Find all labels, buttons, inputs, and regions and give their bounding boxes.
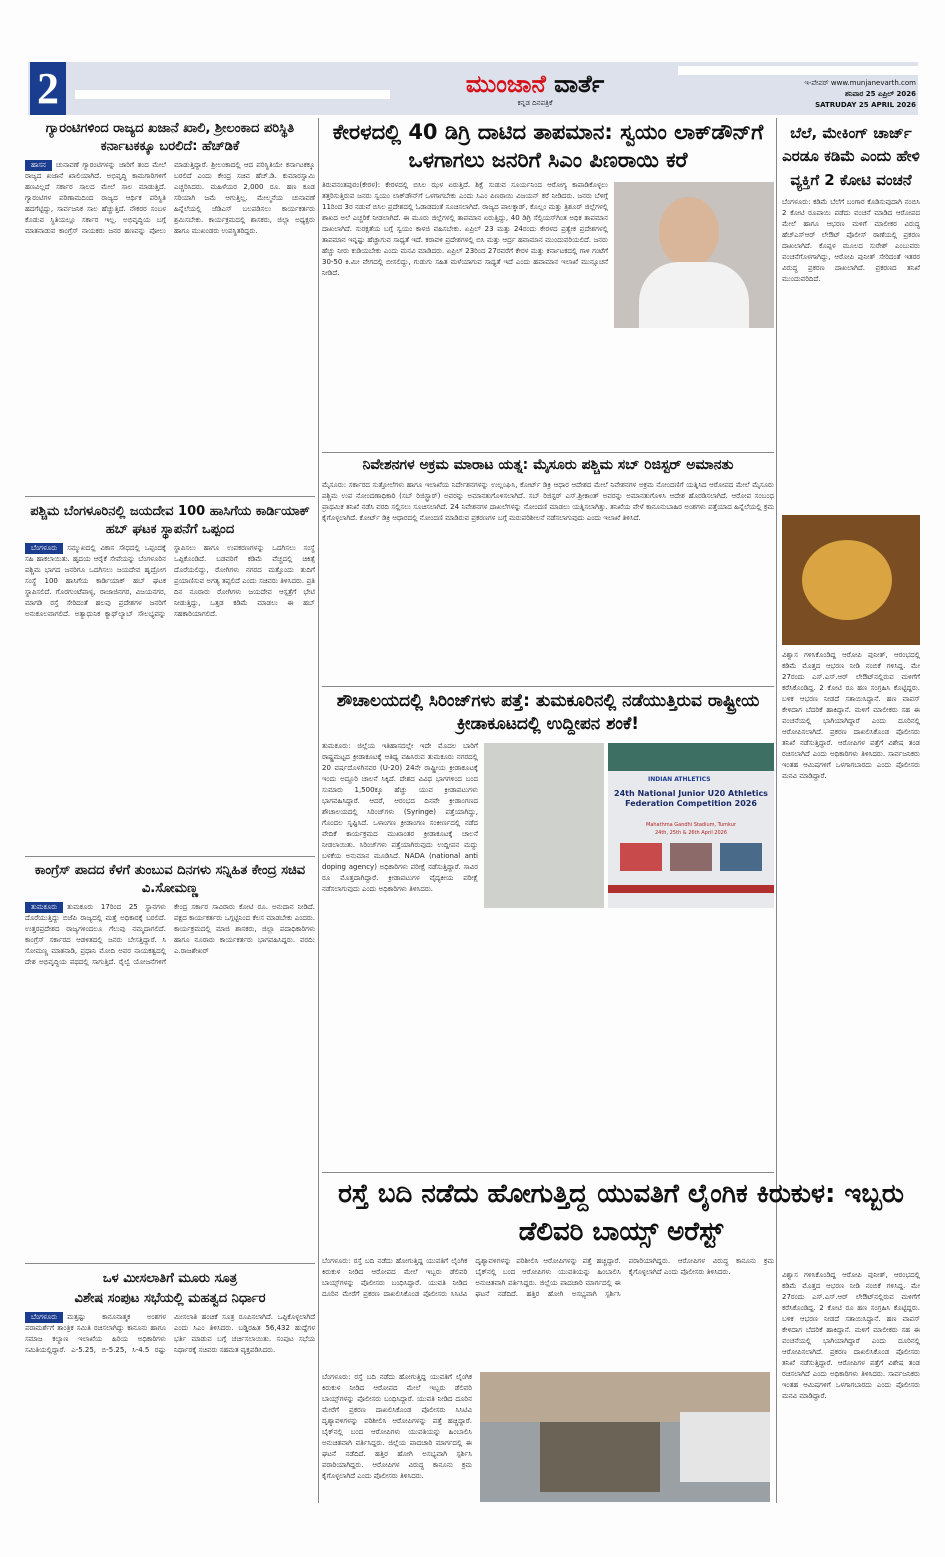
tagline: ಕನ್ನಡ ದಿನಪತ್ರಿಕೆ xyxy=(517,99,553,107)
photo-jewellery xyxy=(802,540,892,620)
article-jayadeva-block xyxy=(25,503,315,851)
divider xyxy=(25,856,315,857)
column-divider xyxy=(318,118,319,1503)
photo-face xyxy=(659,197,719,267)
article-body: ಚುನಾವಣೆ ಗ್ಯಾರಂಟಿಗಳನ್ನು ಜಾರಿಗೆ ತಂದ ಮೇಲೆ ರಾಜ್ಯದ ಖಜಾನೆ ಖಾಲಿಯಾಗಿದೆ. ಅಭಿವೃದ್ಧಿ ಕಾಮಗಾರಿಗಳಿಗೆ ಹಣವಿಲ್ಲದೆ ಸರ್ಕಾರ ಸಾಲದ ಮೇಲೆ ಸಾಲ ಮಾಡುತ್ತಿದೆ. ಗ್ಯಾರಂಟಿಗಳ ಪರಿಣಾಮದಿಂದ ರಾಜ್ಯದ ಆರ್ಥಿಕ ಪರಿಸ್ಥಿತಿ ಹದಗೆಟ್ಟಿದ್ದು, ಸಾರ್ವಜನಿಕ ಸಾಲ ಹೆಚ್ಚುತ್ತಿದೆ. ನೌಕರರ ಸಂಬಳ ಕೊಡುವ ಸ್ಥಿತಿಯಲ್ಲೂ ಸರ್ಕಾರ ಇಲ್ಲ. ಅಭಿವೃದ್ಧಿಯ ಬಗ್ಗೆ ಮಾತನಾಡುವ ಕಾಂಗ್ರೆಸ್ ನಾಯಕರು ಜನರ ಹಣವನ್ನು ಪೋಲು ಮಾಡುತ್ತಿದ್ದಾರೆ. ಶ್ರೀಲಂಕಾದಲ್ಲಿ ಆದ ಪರಿಸ್ಥಿತಿಯೇ ಕರ್ನಾಟಕಕ್ಕೂ ಬರಲಿದೆ ಎಂದು ಕೇಂದ್ರ ಸಚಿವ ಹೆಚ್.ಡಿ. ಕುಮಾರಸ್ವಾಮಿ ಎಚ್ಚರಿಸಿದರು. ಮಹಿಳೆಯರ 2,000 ರೂ. ಹಣ ಕೂಡ ಸರಿಯಾಗಿ ಜಮೆ ಆಗುತ್ತಿಲ್ಲ. ಮೇಲ್ಮನೆಯ ಚುನಾವಣೆ ಹಿನ್ನೆಲೆಯಲ್ಲಿ ಜೆಡಿಎಸ್ ಬಲಪಡಿಸಲು ಕಾರ್ಯಕರ್ತರು ಶ್ರಮಿಸಬೇಕು. ಕಾರ್ಯಕ್ರಮದಲ್ಲಿ ಶಾಸಕರು, ಜಿಲ್ಲಾ ಅಧ್ಯಕ್ಷರು ಹಾಗೂ ಮುಖಂಡರು ಉಪಸ್ಥಿತರಿದ್ದರು. xyxy=(25,161,315,236)
photo-athletics-banner xyxy=(608,743,774,908)
logo-black: ವಾರ್ತೆ xyxy=(554,70,605,98)
banner-venue-text: Mahathma Gandhi Stadium, Tumkur xyxy=(646,821,736,828)
banner-org: INDIAN ATHLETICS xyxy=(648,775,711,783)
dateline-badge: ಬೆಂಗಳೂರು xyxy=(25,1312,63,1323)
article-reservation xyxy=(25,1312,315,1502)
headline-guarantees: ಗ್ಯಾರಂಟಿಗಳಿಂದ ರಾಜ್ಯದ ಖಜಾನೆ ಖಾಲಿ, ಶ್ರೀಲಂಕಾದ ಪರಿಸ್ಥಿತಿ ಕರ್ನಾಟಕಕ್ಕೂ ಬರಲಿದೆ: ಹೆಚ್‌ಡಿಕೆ xyxy=(45,121,295,154)
article-body: ವಿಶ್ವಾಸ ಗಳಿಸಿಕೊಂಡಿದ್ದ ಆರೋಪಿ ಪುನೀತ್, ಆರಂಭದಲ್ಲಿ ಕಡಿಮೆ ಮೊತ್ತದ ಆಭರಣ ನೀಡಿ ನಂಬಿಕೆ ಗಳಿಸಿದ್ದ. ಮೇ 27ರಂದು ಎಸ್.ಎಸ್.ಆರ್ ಲೇಔಟ್‌ನಲ್ಲಿರುವ ಮಳಿಗೆಗೆ ಕರೆಸಿಕೊಂಡಿದ್ದ. 2 ಕೋಟಿ ರೂ ಹಣ ಸಂಗ್ರಹಿಸಿ ಕೊಟ್ಟಿದ್ದರು. ಬಳಿಕ ಆಭರಣ ನೀಡದೆ ಸತಾಯಿಸಿದ್ದಾನೆ. ಹಣ ವಾಪಸ್ ಕೇಳಿದಾಗ ಬೆದರಿಕೆ ಹಾಕಿದ್ದಾನೆ. ಮಳಿಗೆ ಮಾಲೀಕರು ಸಹ ಈ ವಂಚನೆಯಲ್ಲಿ ಭಾಗಿಯಾಗಿದ್ದಾರೆ ಎಂದು ದೂರಿನಲ್ಲಿ ಆರೋಪಿಸಲಾಗಿದೆ. ಪ್ರಕರಣ ದಾಖಲಿಸಿಕೊಂಡ ಪೊಲೀಸರು ತನಿಖೆ ನಡೆಸುತ್ತಿದ್ದಾರೆ. ಆರೋಪಿಗಳ ಪತ್ತೆಗೆ ವಿಶೇಷ ತಂಡ ರಚಿಸಲಾಗಿದೆ ಎಂದು ಅಧಿಕಾರಿಗಳು ತಿಳಿಸಿದರು. ಸಾರ್ವಜನಿಕರು ಇಂತಹ ಆಮಿಷಗಳಿಗೆ ಒಳಗಾಗಬಾರದು ಎಂದು ಪೊಲೀಸರು ಮನವಿ ಮಾಡಿದ್ದಾರೆ. xyxy=(782,651,920,780)
article-somanna xyxy=(25,902,315,1258)
article-jayadeva xyxy=(25,543,315,851)
page-number: 2 xyxy=(30,62,66,115)
article-kerala-heat-block xyxy=(322,118,774,448)
headline-somanna: ಕಾಂಗ್ರೆಸ್ ಪಾದದ ಕೆಳಗೆ ತುಂಬುವ ದಿನಗಳು ಸನ್ನಿಹಿತ ಕೇಂದ್ರ ಸಚಿವ ವಿ.ಸೋಮಣ್ಣ xyxy=(34,863,306,896)
headline-gold-fraud: ಬೆಲೆ, ಮೇಕಿಂಗ್ ಚಾರ್ಜ್ ಎರಡೂ ಕಡಿಮೆ ಎಂದು ಹೇಳಿ ವ್ಯಕ್ತಿಗೆ 2 ಕೋಟಿ ವಂಚನೆ xyxy=(782,124,920,189)
article-guarantees xyxy=(25,160,315,492)
date-english: SATRUDAY 25 APRIL 2026 xyxy=(815,101,916,109)
headline-reservation: ಒಳ ಮೀಸಲಾತಿಗೆ ಮೂರು ಸೂತ್ರ xyxy=(102,1271,238,1286)
article-body: ತುಮಕೂರು 17ರಿಂದ 25 ಸ್ಥಾನಗಳು ದೊರೆಯುತ್ತಿದ್ದು ಬಿಜೆಪಿ ರಾಜ್ಯದಲ್ಲಿ ಮತ್ತೆ ಅಧಿಕಾರಕ್ಕೆ ಬರಲಿದೆ. ಉತ್ತರಪ್ರದೇಶದ ರಾಜ್ಯಗಳಿಂದಲೂ ಗೆಲುವು ನಮ್ಮದಾಗಲಿದೆ. ಕಾಂಗ್ರೆಸ್ ಸರ್ಕಾರದ ಆಡಳಿತದಲ್ಲಿ ಜನರು ಬೇಸತ್ತಿದ್ದಾರೆ. ಸಿ ಸೋಮಣ್ಣ ಮಾತನಾಡಿ, ಪ್ರಧಾನಿ ಮೋದಿ ಅವರ ನಾಯಕತ್ವದಲ್ಲಿ ದೇಶ ಅಭಿವೃದ್ಧಿಯ ಪಥದಲ್ಲಿ ಸಾಗುತ್ತಿದೆ. ರೈಲ್ವೆ ಯೋಜನೆಗಳಿಗೆ ಕೇಂದ್ರ ಸರ್ಕಾರ ಸಾವಿರಾರು ಕೋಟಿ ರೂ. ಅನುದಾನ ನೀಡಿದೆ. ಪಕ್ಷದ ಕಾರ್ಯಕರ್ತರು ಒಗ್ಗಟ್ಟಿನಿಂದ ಕೆಲಸ ಮಾಡಬೇಕು ಎಂದರು. ಕಾರ್ಯಕ್ರಮದಲ್ಲಿ ಮಾಜಿ ಶಾಸಕರು, ಜಿಲ್ಲಾ ಪದಾಧಿಕಾರಿಗಳು ಹಾಗೂ ನೂರಾರು ಕಾರ್ಯಕರ್ತರು ಭಾಗವಹಿಸಿದ್ದರು. ವರದಿ: ಎ.ರಾಜಶೇಖರ್ xyxy=(25,903,315,967)
headline-kerala-heat: ಕೇರಳದಲ್ಲಿ 40 ಡಿಗ್ರಿ ದಾಟಿದ ತಾಪಮಾನ: ಸ್ವಯಂ ಲಾಕ್‌ಡೌನ್‌ಗೆ ಒಳಗಾಗಲು ಜನರಿಗೆ ಸಿಎಂ ಪಿಣರಾಯಿ ಕರೆ xyxy=(332,120,764,173)
article-body: ಮೈಸೂರು: ಸರ್ಕಾರದ ಸುತ್ತೋಲೆಗಳು ಹಾಗೂ ಇಲಾಖೆಯ ನಿರ್ದೇಶನಗಳನ್ನು ಉಲ್ಲಂಘಿಸಿ, ಕೋರ್ಟ್ ಡಿಕ್ರಿ ಆಧಾರ ಆದೇಶದ ಮೇಲೆ ನಿವೇಶನಗಳ ಅಕ್ರಮ ನೋಂದಣಿಗೆ ಯತ್ನಿಸಿದ ಆರೋಪದ ಮೇಲೆ ಮೈಸೂರು ಪಶ್ಚಿಮ ಉಪ ನೋಂದಣಾಧಿಕಾರಿ (ಸಬ್ ರಿಜಿಸ್ಟ್ರಾರ್) ಅವರನ್ನು ಅಮಾನತುಗೊಳಿಸಲಾಗಿದೆ. ಸಬ್ ರಿಜಿಸ್ಟರ್ ಎಸ್.ಶ್ರೀಕಾಂತ್ ಅವರನ್ನು ಅಮಾನತುಗೊಳಿಸಿ ಆದೇಶ ಹೊರಡಿಸಲಾಗಿದೆ. ಆರೋಪ ಸಂಬಂಧ ಪ್ರಾಥಮಿಕ ತನಿಖೆ ನಡೆಸಿ ವರದಿ ಸಲ್ಲಿಸಲು ಸೂಚಿಸಲಾಗಿದೆ. 24 ನಿವೇಶನಗಳ ದಾಖಲೆಗಳನ್ನು ನೋಂದಣಿ ಮಾಡಲು ಯತ್ನಿಸಲಾಗಿತ್ತು. ತನಿಖೆಯ ವೇಳೆ ಕಾನೂನುಬಾಹಿರ ಅಂಶಗಳು ಪತ್ತೆಯಾದ ಹಿನ್ನೆಲೆಯಲ್ಲಿ ಕ್ರಮ ಕೈಗೊಳ್ಳಲಾಗಿದೆ. ಕೋರ್ಟ್ ಡಿಕ್ರಿ ಆಧಾರದಲ್ಲಿ ನೋಂದಣಿ ಮಾಡಿರುವ ಪ್ರಕರಣಗಳ ಬಗ್ಗೆ ಮರುಪರಿಶೀಲನೆ ನಡೆಸಲಾಗುವುದು ಎಂದು ಇಲಾಖೆ ತಿಳಿಸಿದೆ. xyxy=(322,480,774,522)
article-body: ಮತ್ತಷ್ಟು ಕಾನೂನಾತ್ಮಕ ಅಂಶಗಳ ಪರಾಮರ್ಶೆಗೆ ತಾಂತ್ರಿಕ ಸಮಿತಿ ರಚಿಸಲಾಗಿದ್ದು ಕಾನೂನು ಹಾಗೂ ಸಮಾಜ ಕಲ್ಯಾಣ ಇಲಾಖೆಯ ಹಿರಿಯ ಅಧಿಕಾರಿಗಳು ಸಮಿತಿಯಲ್ಲಿದ್ದಾರೆ. ಎ-5.25, ಬಿ-5.25, ಸಿ-4.5 ರಷ್ಟು ಮೀಸಲಾತಿ ಹಂಚಿಕೆ ಸೂತ್ರ ರೂಪಿಸಲಾಗಿದೆ. ಒಪ್ಪಿಕೊಳ್ಳಲಾಗಿದೆ ಎಂದು ಸಿಎಂ ತಿಳಿಸಿದರು. ಬಡ್ಡಿರಹಿತ 56,432 ಹುದ್ದೆಗಳ ಭರ್ತಿ ಮಾಡುವ ಬಗ್ಗೆ ಚರ್ಚಿಸಲಾಯಿತು. ಸಂಪುಟ ಸಭೆಯ ನಿರ್ಧಾರಕ್ಕೆ ಸಚಿವರು ಸಹಮತ ವ್ಯಕ್ತಪಡಿಸಿದರು. xyxy=(25,1313,315,1355)
headline-harassment: ರಸ್ತೆ ಬದಿ ನಡೆದು ಹೋಗುತ್ತಿದ್ದ ಯುವತಿಗೆ ಲೈಂಗಿಕ ಕಿರುಕುಳ: ಇಬ್ಬರು ಡೆಲಿವರಿ ಬಾಯ್ಸ್ ಅರೆಸ್ಟ್ xyxy=(338,1179,904,1247)
article-body: ಬೆಂಗಳೂರು: ರಸ್ತೆ ಬದಿ ನಡೆದು ಹೋಗುತ್ತಿದ್ದ ಯುವತಿಗೆ ಲೈಂಗಿಕ ಕಿರುಕುಳ ನೀಡಿದ ಆರೋಪದ ಮೇಲೆ ಇಬ್ಬರು ಡೆಲಿವರಿ ಬಾಯ್ಸ್‌ಗಳನ್ನು ಪೊಲೀಸರು ಬಂಧಿಸಿದ್ದಾರೆ. ಯುವತಿ ನೀಡಿದ ದೂರಿನ ಮೇರೆಗೆ ಪ್ರಕರಣ ದಾಖಲಿಸಿಕೊಂಡ ಪೊಲೀಸರು ಸಿಸಿಟಿವಿ ದೃಶ್ಯಾವಳಿಗಳನ್ನು ಪರಿಶೀಲಿಸಿ ಆರೋಪಿಗಳನ್ನು ಪತ್ತೆ ಹಚ್ಚಿದ್ದಾರೆ. ಬೈಕ್‌ನಲ್ಲಿ ಬಂದ ಆರೋಪಿಗಳು ಯುವತಿಯನ್ನು ಹಿಂಬಾಲಿಸಿ ಅನುಚಿತವಾಗಿ ವರ್ತಿಸಿದ್ದರು. ಜಿಲ್ಲೆಯ ಪಾದಚಾರಿ ಮಾರ್ಗದಲ್ಲಿ ಈ ಘಟನೆ ನಡೆದಿದೆ. ಹತ್ತಿರ ಹೋಗಿ ಅಸಭ್ಯವಾಗಿ ಸ್ಪರ್ಶಿಸಿ ಪರಾರಿಯಾಗಿದ್ದರು. ಆರೋಪಿಗಳ ವಿರುದ್ಧ ಕಾನೂನು ಕ್ರಮ ಕೈಗೊಳ್ಳಲಾಗಿದೆ ಎಂದು ಪೊಲೀಸರು ತಿಳಿಸಿದರು. xyxy=(322,1257,774,1299)
headline-jayadeva: ಪಶ್ಚಿಮ ಬೆಂಗಳೂರಿನಲ್ಲಿ ಜಯದೇವ 100 ಹಾಸಿಗೆಯ ಕಾರ್ಡಿಯಾಕ್ ಹಬ್ ಘಟಕ ಸ್ಥಾಪನೆಗೆ ಒಪ್ಪಂದ xyxy=(30,504,310,537)
logo-red: ಮುಂಜಾನೆ xyxy=(465,70,546,98)
article-body: ತುಮಕೂರು: ಜಿಲ್ಲೆಯ ಇತಿಹಾಸದಲ್ಲೇ ಇದೇ ಮೊದಲ ಬಾರಿಗೆ ರಾಷ್ಟ್ರಮಟ್ಟದ ಕ್ರೀಡಾಕೂಟಕ್ಕೆ ಆತಿಥ್ಯ ವಹಿಸಿರುವ ತುಮಕೂರು ನಗರದಲ್ಲಿ 20 ವರ್ಷದೊಳಗಿನವರ (U-20) 24ನೇ ರಾಷ್ಟ್ರೀಯ ಕ್ರೀಡಾಕೂಟಕ್ಕೆ ಇಂದು ಅದ್ದೂರಿ ಚಾಲನೆ ಸಿಕ್ಕಿದೆ. ದೇಶದ ವಿವಿಧ ಭಾಗಗಳಿಂದ ಬಂದ ಸುಮಾರು 1,500ಕ್ಕೂ ಹೆಚ್ಚು ಯುವ ಕ್ರೀಡಾಪಟುಗಳು ಭಾಗವಹಿಸಿದ್ದಾರೆ. ಆದರೆ, ಆರಂಭದ ದಿನವೇ ಕ್ರೀಡಾಂಗಣದ ಶೌಚಾಲಯದಲ್ಲಿ ಸಿರಿಂಜ್‌ಗಳು (Syringe) ಪತ್ತೆಯಾಗಿದ್ದು, ಗೊಂದಲ ಸೃಷ್ಟಿಸಿದೆ. ಒಳಾಂಗಣ ಕ್ರೀಡಾಂಗಣ ಸಂಕೀರ್ಣದಲ್ಲಿ ನಡೆದ ವೇದಿಕೆ ಕಾರ್ಯಕ್ರಮದ ಮುಖಾಂತರ ಕ್ರೀಡಾಕೂಟಕ್ಕೆ ಚಾಲನೆ ನೀಡಲಾಯಿತು. ಸಿರಿಂಜ್‌ಗಳು ಪತ್ತೆಯಾಗಿರುವುದು ಉದ್ದೀಪನ ಮದ್ದು ಬಳಕೆಯ ಅನುಮಾನ ಮೂಡಿಸಿದೆ. NADA (national anti doping agency) ಅಧಿಕಾರಿಗಳು ಪರೀಕ್ಷೆ ನಡೆಸುತ್ತಿದ್ದಾರೆ. ಸಾವಿರ ರೂ ಮೊತ್ತದಾಗಿದ್ದಾರೆ. ಕ್ರೀಡಾಪಟುಗಳ ವೈದ್ಯಕೀಯ ಪರೀಕ್ಷೆ ನಡೆಸಲಾಗುವುದು ಎಂದು ಅಧಿಕಾರಿಗಳು ತಿಳಿಸಿದರು. xyxy=(322,741,478,893)
photo-shirt xyxy=(639,262,749,328)
article-guarantees-block xyxy=(25,120,315,492)
article-syringes xyxy=(322,741,774,1168)
article-gold-fraud-cont xyxy=(782,650,920,1150)
article-body: ತಿರುವನಂತಪುರಂ(ಕೇರಳ): ಕೇರಳದಲ್ಲಿ ಬಿಸಿಲ ಝಳ ಏರುತ್ತಿದೆ. ಶಿಕ್ಷೆ ಸುಡುವ ಸೂರ್ಯನಿಂದ ಆರೋಗ್ಯ ಕಾಪಾಡಿಕೊಳ್ಳಲು ತತ್ತರಿಸುತ್ತಿರುವ ಜನರು ಸ್ವಯಂ ಲಾಕ್‌ಡೌನ್‌ಗೆ ಒಳಗಾಗಬೇಕು ಎಂದು ಸಿಎಂ ಪಿಣರಾಯಿ ವಿಜಯನ್ ಕರೆ ನೀಡಿದರು. ಜನರು ಬೆಳಿಗ್ಗೆ 11ರಿಂದ 3ರ ನಡುವೆ ಬಿಸಿಲ ಪ್ರದೇಶದಲ್ಲಿ ಓಡಾಡದಂತೆ ಸೂಚಿಸಲಾಗಿದೆ. ರಾಜ್ಯದ ಪಾಲಕ್ಕಾಡ್, ಕೊಲ್ಲಂ ಮತ್ತು ತ್ರಿಶೂರ್ ಜಿಲ್ಲೆಗಳಲ್ಲಿ ಶಾಖದ ಅಲೆ ಎಚ್ಚರಿಕೆ ನೀಡಲಾಗಿದೆ. ಈ ಮೂರು ಜಿಲ್ಲೆಗಳಲ್ಲಿ ತಾಪಮಾನ ಏರುತ್ತಿದ್ದು, 40 ಡಿಗ್ರಿ ಸೆಲ್ಸಿಯಸ್‌ಗಿಂತ ಅಧಿಕ ತಾಪಮಾನ ದಾಖಲಾಗಿದೆ. ಸುರಕ್ಷತೆಯ ಬಗ್ಗೆ ಸ್ವಯಂ ಕಾಳಜಿ ವಹಿಸಬೇಕು. ಏಪ್ರಿಲ್ 23 ಮತ್ತು 24ರಂದು ಕೇರಳದ ಪ್ರತ್ಯೇಕ ಪ್ರದೇಶಗಳಲ್ಲಿ ತಾಪಮಾನ ಇನ್ನಷ್ಟು ಹೆಚ್ಚಾಗುವ ಸಾಧ್ಯತೆ ಇದೆ. ಕರಾವಳಿ ಪ್ರದೇಶಗಳಲ್ಲಿ ಬಿಸಿ ಮತ್ತು ಆರ್ದ್ರ ಹವಾಮಾನ ಮುಂದುವರಿಯಲಿದೆ. ಜನರು ಹೆಚ್ಚು ನೀರು ಕುಡಿಯಬೇಕು ಎಂದು ಮನವಿ ಮಾಡಿದರು. ಏಪ್ರಿಲ್ 23ರಿಂದ 27ರವರೆಗೆ ಕೇರಳ ಮತ್ತು ಕರ್ನಾಟಕದಲ್ಲಿ ಗಾಳಿ ಗಂಟೆಗೆ 30-50 ಕಿ.ಮೀ ವೇಗದಲ್ಲಿ ಬೀಸಲಿದ್ದು, ಗುಡುಗು ಸಹಿತ ಮಳೆಯಾಗುವ ಸಾಧ್ಯತೆ ಇದೆ ಎಂದು ಹವಾಮಾನ ಇಲಾಖೆ ಮುನ್ಸೂಚನೆ ನೀಡಿದೆ. xyxy=(322,180,608,277)
banner-venue xyxy=(608,821,774,837)
masthead-meta xyxy=(700,78,916,111)
photo-people xyxy=(540,1422,660,1492)
divider xyxy=(322,686,774,687)
article-syringes-block xyxy=(322,690,774,1168)
article-gold-fraud-block xyxy=(782,122,920,510)
article-body: ವಿಶ್ವಾಸ ಗಳಿಸಿಕೊಂಡಿದ್ದ ಆರೋಪಿ ಪುನೀತ್, ಆರಂಭದಲ್ಲಿ ಕಡಿಮೆ ಮೊತ್ತದ ಆಭರಣ ನೀಡಿ ನಂಬಿಕೆ ಗಳಿಸಿದ್ದ. ಮೇ 27ರಂದು ಎಸ್.ಎಸ್.ಆರ್ ಲೇಔಟ್‌ನಲ್ಲಿರುವ ಮಳಿಗೆಗೆ ಕರೆಸಿಕೊಂಡಿದ್ದ. 2 ಕೋಟಿ ರೂ ಹಣ ಸಂಗ್ರಹಿಸಿ ಕೊಟ್ಟಿದ್ದರು. ಬಳಿಕ ಆಭರಣ ನೀಡದೆ ಸತಾಯಿಸಿದ್ದಾನೆ. ಹಣ ವಾಪಸ್ ಕೇಳಿದಾಗ ಬೆದರಿಕೆ ಹಾಕಿದ್ದಾನೆ. ಮಳಿಗೆ ಮಾಲೀಕರು ಸಹ ಈ ವಂಚನೆಯಲ್ಲಿ ಭಾಗಿಯಾಗಿದ್ದಾರೆ ಎಂದು ದೂರಿನಲ್ಲಿ ಆರೋಪಿಸಲಾಗಿದೆ. ಪ್ರಕರಣ ದಾಖಲಿಸಿಕೊಂಡ ಪೊಲೀಸರು ತನಿಖೆ ನಡೆಸುತ್ತಿದ್ದಾರೆ. ಆರೋಪಿಗಳ ಪತ್ತೆಗೆ ವಿಶೇಷ ತಂಡ ರಚಿಸಲಾಗಿದೆ ಎಂದು ಅಧಿಕಾರಿಗಳು ತಿಳಿಸಿದರು. ಸಾರ್ವಜನಿಕರು ಇಂತಹ ಆಮಿಷಗಳಿಗೆ ಒಳಗಾಗಬಾರದು ಎಂದು ಪೊಲೀಸರು ಮನವಿ ಮಾಡಿದ್ದಾರೆ. xyxy=(782,1271,920,1400)
photo-police-scene xyxy=(480,1372,770,1502)
article-reservation-block xyxy=(25,1270,315,1502)
dateline-badge: ಬೆಂಗಳೂರು xyxy=(25,543,63,554)
divider xyxy=(25,1263,315,1264)
photo-toilet-syringe xyxy=(484,743,604,908)
headline-syringes: ಶೌಚಾಲಯದಲ್ಲಿ ಸಿರಿಂಜ್‌ಗಳು ಪತ್ತೆ: ತುಮಕೂರಿನಲ್ಲಿ ನಡೆಯುತ್ತಿರುವ ರಾಷ್ಟ್ರೀಯ ಕ್ರೀಡಾಕೂಟದಲ್ಲಿ ಉದ್ದೀಪನ ಶಂಕೆ! xyxy=(336,691,760,734)
banner-photo xyxy=(720,843,762,871)
article-body: ಬೆಂಗಳೂರು: ರಸ್ತೆ ಬದಿ ನಡೆದು ಹೋಗುತ್ತಿದ್ದ ಯುವತಿಗೆ ಲೈಂಗಿಕ ಕಿರುಕುಳ ನೀಡಿದ ಆರೋಪದ ಮೇಲೆ ಇಬ್ಬರು ಡೆಲಿವರಿ ಬಾಯ್ಸ್‌ಗಳನ್ನು ಪೊಲೀಸರು ಬಂಧಿಸಿದ್ದಾರೆ. ಯುವತಿ ನೀಡಿದ ದೂರಿನ ಮೇರೆಗೆ ಪ್ರಕರಣ ದಾಖಲಿಸಿಕೊಂಡ ಪೊಲೀಸರು ಸಿಸಿಟಿವಿ ದೃಶ್ಯಾವಳಿಗಳನ್ನು ಪರಿಶೀಲಿಸಿ ಆರೋಪಿಗಳನ್ನು ಪತ್ತೆ ಹಚ್ಚಿದ್ದಾರೆ. ಬೈಕ್‌ನಲ್ಲಿ ಬಂದ ಆರೋಪಿಗಳು ಯುವತಿಯನ್ನು ಹಿಂಬಾಲಿಸಿ ಅನುಚಿತವಾಗಿ ವರ್ತಿಸಿದ್ದರು. ಜಿಲ್ಲೆಯ ಪಾದಚಾರಿ ಮಾರ್ಗದಲ್ಲಿ ಈ ಘಟನೆ ನಡೆದಿದೆ. ಹತ್ತಿರ ಹೋಗಿ ಅಸಭ್ಯವಾಗಿ ಸ್ಪರ್ಶಿಸಿ ಪರಾರಿಯಾಗಿದ್ದರು. ಆರೋಪಿಗಳ ವಿರುದ್ಧ ಕಾನೂನು ಕ್ರಮ ಕೈಗೊಳ್ಳಲಾಗಿದೆ ಎಂದು ಪೊಲೀಸರು ತಿಳಿಸಿದರು. xyxy=(322,1373,472,1480)
logo-block xyxy=(400,62,670,115)
article-kerala-heat xyxy=(322,180,774,448)
dateline-badge: ಹಾಸನ xyxy=(25,160,52,171)
divider xyxy=(322,1172,774,1173)
article-somanna-block xyxy=(25,862,315,1258)
banner-photo xyxy=(620,843,662,871)
article-body: ಸಮ್ಮುಖದಲ್ಲಿ ವಿಕಾಸ ಸೌಧದಲ್ಲಿ ಒಪ್ಪಂದಕ್ಕೆ ಸಹಿ ಹಾಕಲಾಯಿತು. ಹೃದಯ ಆರೈಕೆ ಸೇವೆಯನ್ನು ಬೆಂಗಳೂರಿನ ಪಶ್ಚಿಮ ಭಾಗದ ಜನರಿಗೂ ಒದಗಿಸಲು ಜಯದೇವ ಹೃದ್ರೋಗ ಸಂಸ್ಥೆ 100 ಹಾಸಿಗೆಯ ಕಾರ್ಡಿಯಾಕ್ ಹಬ್ ಘಟಕ ಸ್ಥಾಪಿಸಲಿದೆ. ಗೊರಗುಂಟೆಪಾಳ್ಯ, ರಾಜಾಜಿನಗರ, ವಿಜಯನಗರ, ಮಾಗಡಿ ರಸ್ತೆ ಸೇರಿದಂತೆ ಹಲವು ಪ್ರದೇಶಗಳ ಜನರಿಗೆ ಅನುಕೂಲವಾಗಲಿದೆ. ಅತ್ಯಾಧುನಿಕ ಕ್ಯಾಥ್‌ಲ್ಯಾಬ್ ಸೌಲಭ್ಯವನ್ನು ಸ್ಥಾಪಿಸಲು ಹಾಗೂ ಉಪಕರಣಗಳನ್ನು ಒದಗಿಸಲು ಸಂಸ್ಥೆ ಒಪ್ಪಿಕೊಂಡಿದೆ. ಬಡವರಿಗೆ ಕಡಿಮೆ ವೆಚ್ಚದಲ್ಲಿ ಚಿಕಿತ್ಸೆ ದೊರೆಯಲಿದ್ದು, ರೋಗಿಗಳು ನಗರದ ಮತ್ತೊಂದು ತುದಿಗೆ ಪ್ರಯಾಣಿಸುವ ಅಗತ್ಯ ತಪ್ಪಲಿದೆ ಎಂದು ಸಚಿವರು ತಿಳಿಸಿದರು. ಪ್ರತಿ ದಿನ ನೂರಾರು ರೋಗಿಗಳು ಜಯದೇವ ಆಸ್ಪತ್ರೆಗೆ ಭೇಟಿ ನೀಡುತ್ತಿದ್ದು, ಒತ್ತಡ ಕಡಿಮೆ ಮಾಡಲು ಈ ಹಬ್ ಸಹಕಾರಿಯಾಗಲಿದೆ. xyxy=(25,544,315,619)
newspaper-logo xyxy=(466,69,604,99)
banner-photo xyxy=(670,843,712,871)
photo-track xyxy=(608,885,774,893)
epaper-link[interactable]: ಇ-ಪೇಪರ್ www.munjanevarth.com xyxy=(804,79,916,87)
banner-title-line1: 24th National Junior U20 Athletics xyxy=(614,788,768,798)
masthead-rule-right xyxy=(678,66,918,75)
photo-vehicle xyxy=(680,1412,770,1482)
banner-title-line2: Federation Competition 2026 xyxy=(625,798,757,808)
divider xyxy=(322,452,774,453)
article-body: ಬೆಂಗಳೂರು: ಕಡಿಮೆ ಬೆಲೆಗೆ ಬಂಗಾರ ಕೊಡಿಸುವುದಾಗಿ ನಂಬಿಸಿ 2 ಕೋಟಿ ರೂಪಾಯಿ ಪಡೆದು ವಂಚನೆ ಮಾಡಿದ ಆರೋಪದ ಮೇಲೆ ಹಾಗೂ ಆಭರಣ ಮಳಿಗೆ ಮಾಲೀಕರ ವಿರುದ್ಧ ಹೆಚ್‌ಎಸ್‌ಆರ್ ಲೇಔಟ್ ಪೊಲೀಸ್ ಠಾಣೆಯಲ್ಲಿ ಪ್ರಕರಣ ದಾಖಲಾಗಿದೆ. ಕೊಪ್ಪಳ ಮೂಲದ ಸುರೇಶ್ ಎಂಬುವರು ವಂಚನೆಗೊಳಗಾಗಿದ್ದು, ಆರೋಪಿ ಪುನೀತ್ ಸೇರಿದಂತೆ ಇತರರ ವಿರುದ್ಧ ಪ್ರಕರಣ ದಾಖಲಾಗಿದೆ. ಪ್ರಕರಣದ ತನಿಖೆ ಮುಂದುವರಿದಿದೆ. xyxy=(782,197,920,283)
article-gold-fraud-cont2 xyxy=(782,1270,920,1500)
banner-title xyxy=(608,789,774,809)
photo-wall xyxy=(608,743,774,771)
photo-group xyxy=(484,743,774,908)
article-mysuru-registrar-block xyxy=(322,456,774,682)
photo-gold-jewellery xyxy=(782,515,920,645)
headline-mysuru-registrar: ನಿವೇಶನಗಳ ಅಕ್ರಮ ಮಾರಾಟ ಯತ್ನ: ಮೈಸೂರು ಪಶ್ಚಿಮ ಸಬ್ ರಿಜಿಸ್ಟರ್ ಅಮಾನತು xyxy=(362,457,734,473)
article-gold-fraud xyxy=(782,197,920,510)
photo-pinarayi xyxy=(614,182,774,328)
divider xyxy=(25,496,315,497)
article-harassment xyxy=(322,1256,774,1368)
dateline-badge: ತುಮಕೂರು xyxy=(25,902,63,913)
masthead-rule xyxy=(75,90,390,99)
banner-dates: 24th, 25th & 26th April 2026 xyxy=(654,829,728,836)
date-kannada: ಶನಿವಾರ 25 ಏಪ್ರಿಲ್ 2026 xyxy=(844,90,916,98)
article-mysuru-registrar xyxy=(322,480,774,682)
article-harassment-cont xyxy=(322,1372,472,1502)
subheadline-reservation: ವಿಶೇಷ ಸಂಪುಟ ಸಭೆಯಲ್ಲಿ ಮಹತ್ವದ ನಿರ್ಧಾರ xyxy=(74,1290,266,1306)
